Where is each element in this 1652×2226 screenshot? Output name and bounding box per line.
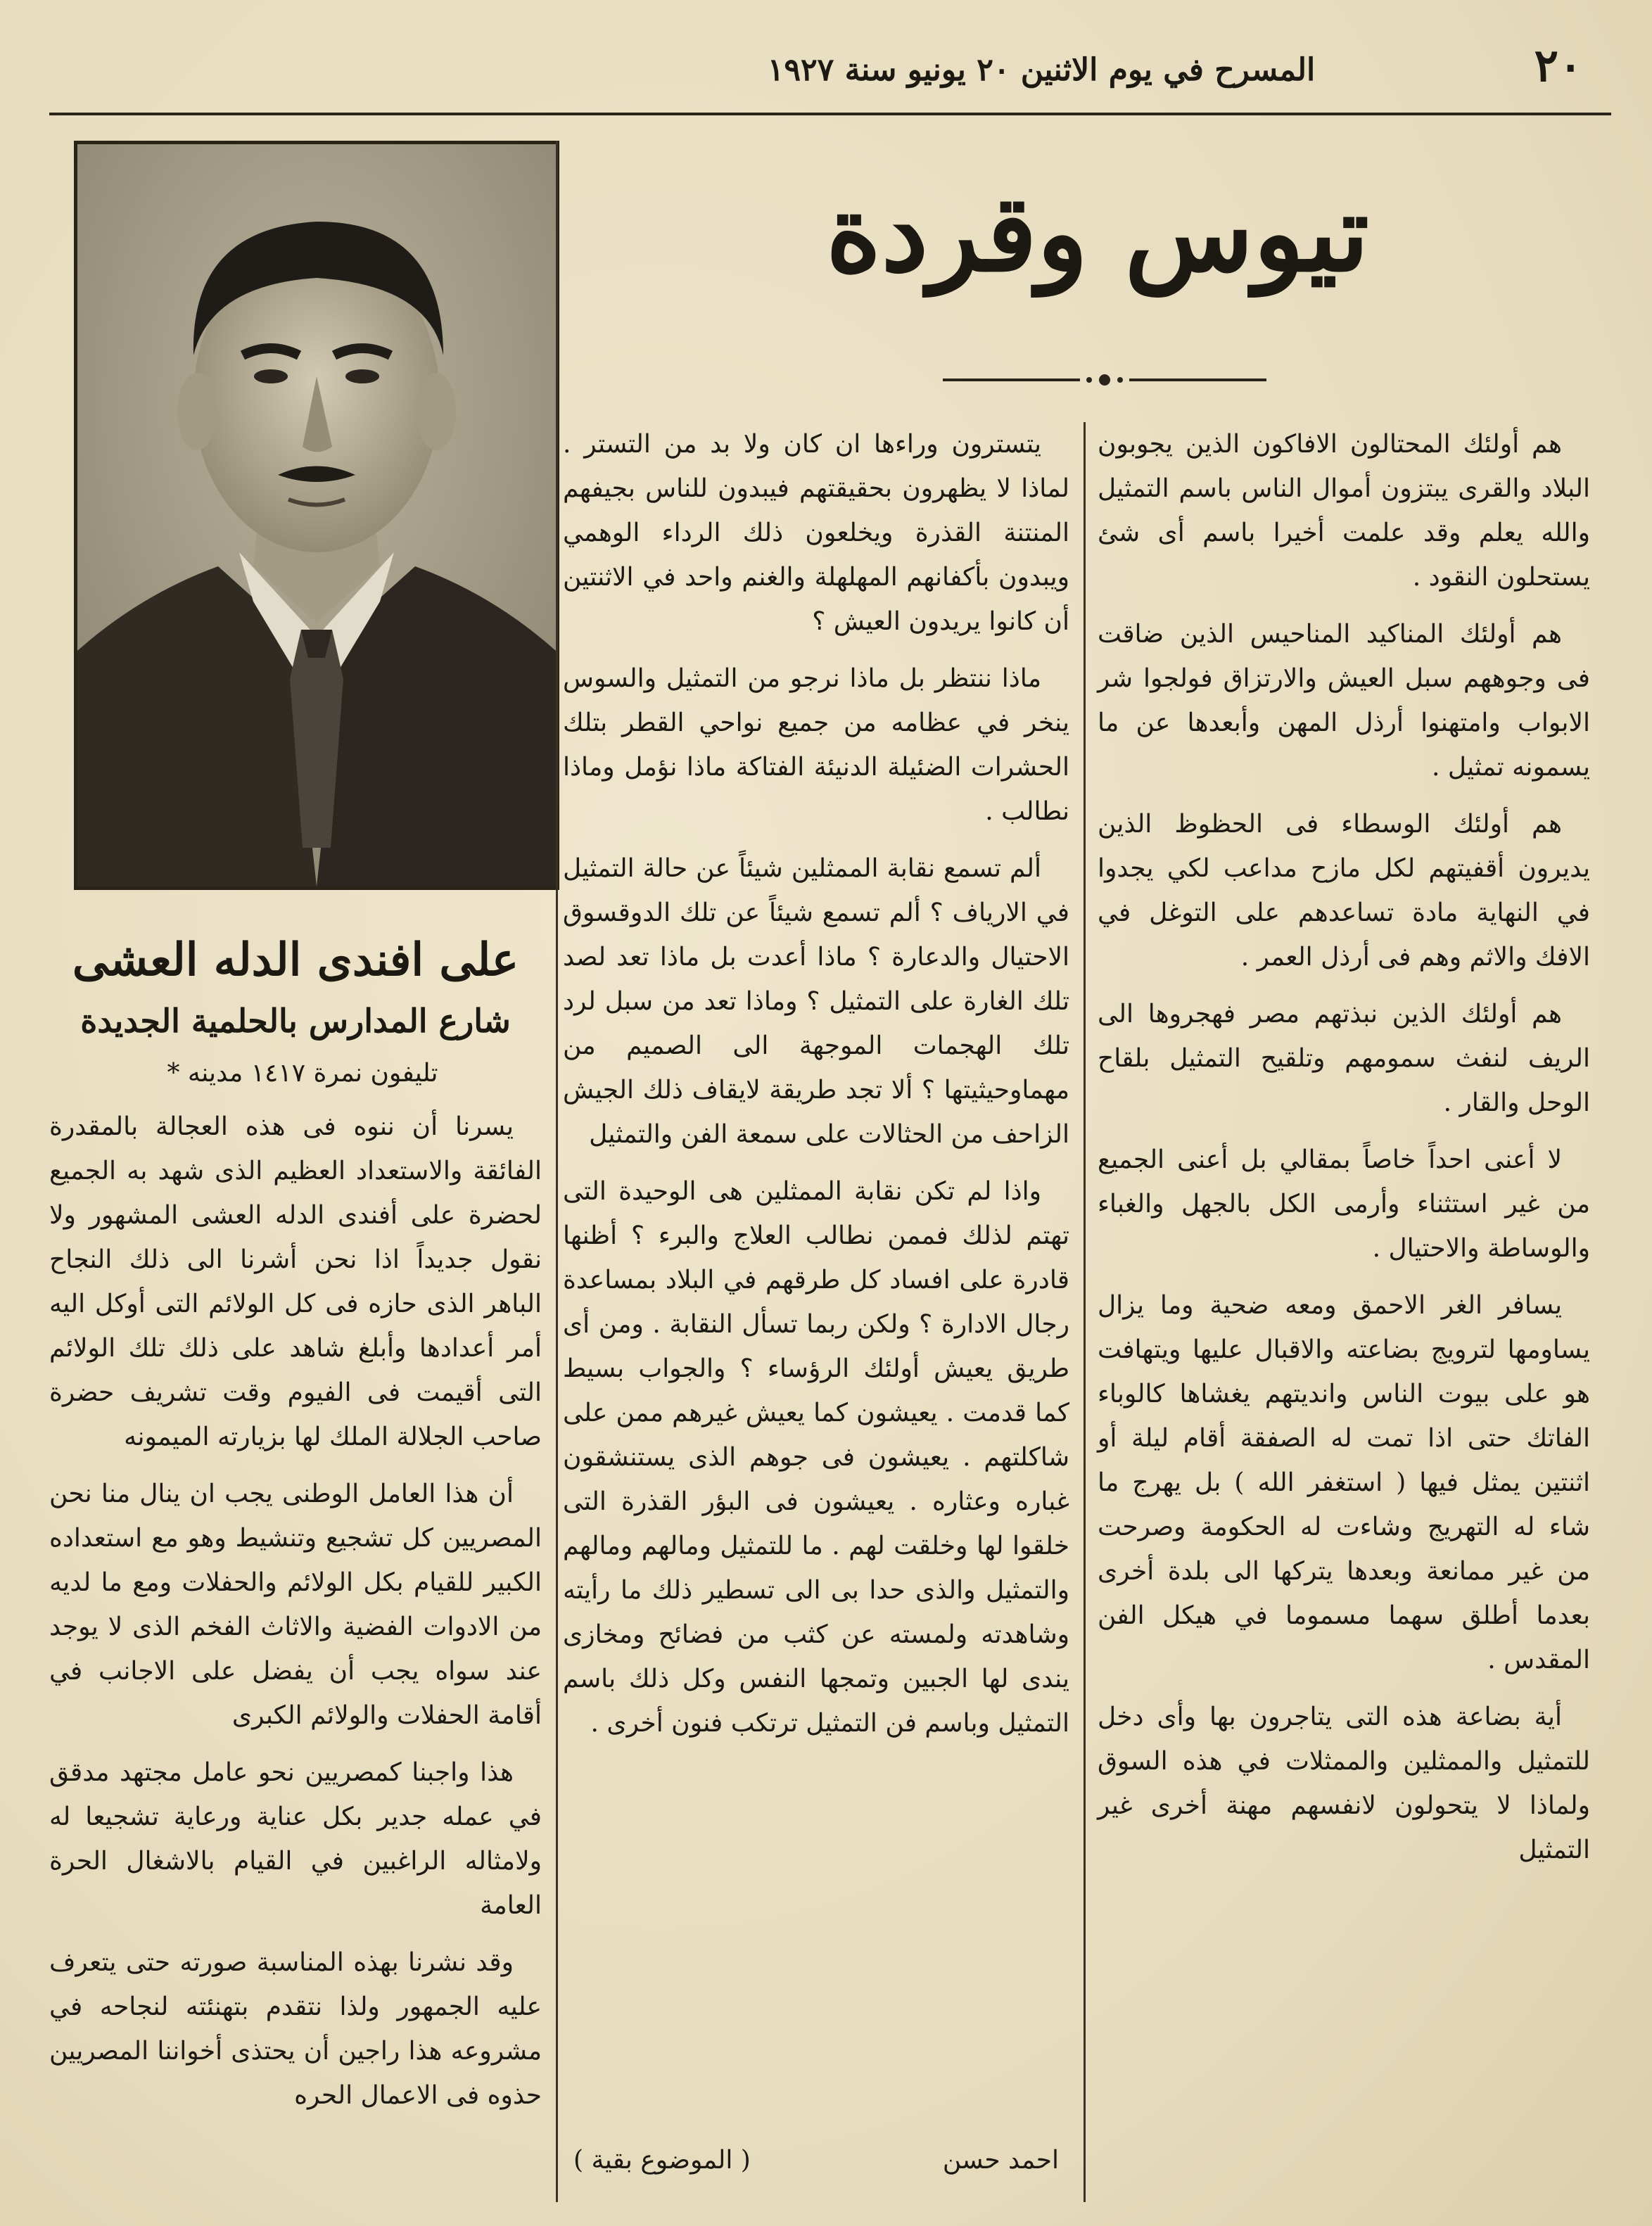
continued-note: ( الموضوع بقية ) — [573, 2146, 751, 2175]
advert-name: على افندى الدله العشى — [72, 934, 519, 986]
article-paragraph: ألم تسمع نقابة الممثلين شيئاً عن حالة التمثيل في الارياف ؟ ألم تسمع شيئاً عن تلك الدوقسوق الاحتيال والدعارة ؟ ماذا أعدت بل ماذا تعد لصد تلك الغارة على التمثيل ؟ وماذا تعد من سبل لرد تلك الهجمات الموجهة الى الصميم من مهماوحيثيتها ؟ ألا تجد طريقة لايقاف ذلك الجيش الزاحف من الحثالات على سمعة الفن والتمثيل — [563, 854, 1069, 1149]
advert-phone-line — [49, 1055, 542, 1092]
advert-phone: تليفون نمرة ١٤١٧ مدينه — [187, 1059, 438, 1088]
portrait-image — [77, 144, 556, 886]
advert-paragraph: هذا واجبنا كمصريين نحو عامل مجتهد مدقق في عمله جدير بكل عناية ورعاية تشجيعا له ولامثاله الراغبين في القيام بالاشغال الحرة العامة — [49, 1758, 542, 1920]
article-paragraph: يسافر الغر الاحمق ومعه ضحية وما يزال يساومها لترويج بضاعته والاقبال عليها ويتهافت هو على بيوت الناس وانديتهم يغشاها كالوباء الفاتك حتى اذا تمت له الصفقة أقام ليلة أو اثنتين يمثل فيها ( استغفر الله ) بل يهرج ما شاء له التهريج وشاءت له الحكومة وصرحت من غير ممانعة وبعدها يتركها الى بلدة أخرى بعدما أطلق سهما مسموما في هيكل الفن المقدس . — [1098, 1291, 1590, 1674]
article-paragraph: ماذا ننتظر بل ماذا نرجو من التمثيل والسوس ينخر في عظامه من جميع نواحي القطر بتلك الحشرات الضئيلة الدنيئة الفتاكة ماذا نؤمل وماذا نطالب . — [563, 664, 1069, 826]
article-column-right — [1098, 422, 1590, 1885]
advert-paragraph: أن هذا العامل الوطنى يجب ان ينال منا نحن المصريين كل تشجيع وتنشيط وهو مع استعداده الكبير للقيام بكل الولائم والحفلات ومع ما لديه من الادوات الفضية والاثاث الفخم الذى لا يوجد عند سواه يجب أن يفضل على الاجانب في أقامة الحفلات والولائم الكبرى — [49, 1480, 542, 1730]
article-author: احمد حسن — [942, 2146, 1059, 2175]
page-header — [49, 39, 1611, 115]
advert-paragraph: يسرنا أن ننوه فى هذه العجالة بالمقدرة الفائقة والاستعداد العظيم الذى شهد به الجميع لحضرة على أفندى الدله العشى المشهور ولا نقول جديداً اذا نحن أشرنا الى ذلك النجاح الباهر الذى حازه فى كل الولائم التى أوكل اليه أمر أعدادها وأبلغ شاهد على ذلك تلك الولائم التى أقيمت فى الفيوم وقت تشريف حضرة صاحب الجلالة الملك لها بزيارته الميمونه — [49, 1112, 542, 1451]
article-paragraph: هم أولئك الوسطاء فى الحظوظ الذين يديرون أقفيتهم لكل مازح مداعب لكي يجدوا في النهاية مادة تساعدهم على التوغل في الافك والاثم وهم فى أرذل العمر . — [1098, 810, 1590, 972]
portrait-photo — [74, 141, 559, 890]
advert-paragraph: وقد نشرنا بهذه المناسبة صورته حتى يتعرف عليه الجمهور ولذا نتقدم بتهنئته لنجاحه في مشروعه هذا راجين أن يحتذى أخواننا المصريين حذوه فى الاعمال الحره — [49, 1948, 542, 2110]
article-paragraph: واذا لم تكن نقابة الممثلين هى الوحيدة التى تهتم لذلك فممن نطالب العلاج والبرء ؟ أظنها قادرة على افساد كل طرقهم في البلاد بمساعدة رجال الادارة ؟ ولكن ربما تسأل النقابة . ومن أى طريق يعيش أولئك الرؤساء ؟ والجواب بسيط كما قدمت . يعيشون كما يعيش غيرهم ممن على شاكلتهم . يعيشون فى جوهم الذى يستنشقون غباره وعثاره . يعيشون فى البؤر القذرة التى خلقوا لها وخلقت لهم . ما للتمثيل ومالهم ومالهم والتمثيل والذى حدا بى الى تسطير ذلك ما رأيته وشاهدته ولمسته عن كثب من فضائح ومخازى يندى لها الجبين وتمجها النفس وكل ذلك باسم التمثيل وباسم فن التمثيل ترتكب فنون أخرى . — [563, 1177, 1069, 1738]
article-headline: تيوس وقردة — [825, 172, 1370, 295]
headline-ornament — [929, 366, 1281, 394]
article-signoff — [573, 2146, 1059, 2175]
star-icon: * — [167, 1059, 180, 1088]
article-paragraph: هم أولئك المحتالون الافاكون الذين يجوبون البلاد والقرى يبتزون أموال الناس باسم التمثيل والله يعلم وقد علمت أخيرا باسم أى شئ يستحلون النقود . — [1098, 430, 1590, 592]
page-number: ٢٠ — [1534, 39, 1583, 92]
column-rule — [556, 141, 558, 2202]
article-column-middle — [563, 422, 1069, 1758]
article-paragraph: أية بضاعة هذه التى يتاجرون بها وأى دخل للتمثيل والممثلين والممثلات في هذه السوق ولماذا لا يتحولون لانفسهم مهنة أخرى غير التمثيل — [1098, 1703, 1590, 1864]
advert-column — [49, 929, 542, 2130]
article-paragraph: يتسترون وراءها ان كان ولا بد من التستر . لماذا لا يظهرون بحقيقتهم فيبدون للناس بجيفهم المنتنة القذرة ويخلعون ذلك الرداء الوهمي ويبدون بأكفانهم المهلهلة والغنم واحد في الاثنتين أن كانوا يريدون العيش ؟ — [563, 430, 1069, 636]
article-paragraph: هم أولئك المناكيد المناحيس الذين ضاقت فى وجوههم سبل العيش والارتزاق فولجوا شر الابواب وامتهنوا أرذل المهن وأبعدها عن ما يسمونه تمثيل . — [1098, 620, 1590, 782]
header-title: المسرح في يوم الاثنين ٢٠ يونيو سنة ١٩٢٧ — [767, 52, 1316, 88]
advert-address: شارع المدارس بالحلمية الجديدة — [80, 1002, 511, 1040]
article-paragraph: لا أعنى احداً خاصاً بمقالي بل أعنى الجميع من غير استثناء وأرمى الكل بالجهل والغباء والوساطة والاحتيال . — [1098, 1145, 1590, 1263]
column-rule — [1084, 422, 1086, 2202]
article-paragraph: هم أولئك الذين نبذتهم مصر فهجروها الى الريف لنفث سمومهم وتلقيح التمثيل بلقاح الوحل والقار . — [1098, 1000, 1590, 1117]
